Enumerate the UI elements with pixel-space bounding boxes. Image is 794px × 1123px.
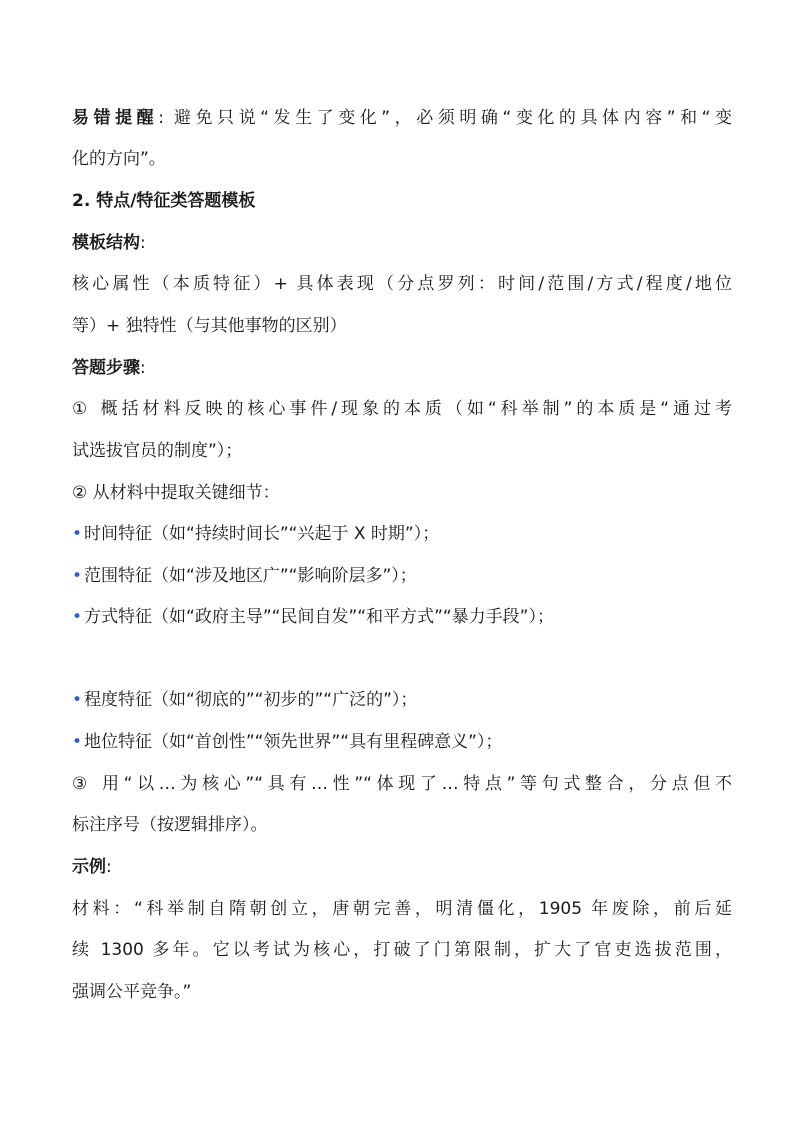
- bullet-item: [72, 730, 732, 754]
- example-colon: :: [106, 857, 112, 877]
- structure-label: 模板结构: [72, 233, 140, 253]
- material-text-1: 材料：“科举制自隋朝创立，唐朝完善，明清僵化，1905 年废除，前后延: [72, 899, 732, 919]
- bullet-item: [72, 522, 732, 546]
- bullet-text: 地位特征（如“首创性”“领先世界”“具有里程碑意义”）；: [84, 732, 503, 752]
- bullet-item: [72, 605, 732, 629]
- step1-text-1: ① 概括材料反映的核心事件/现象的本质（如“科举制”的本质是“通过考: [72, 399, 732, 419]
- material-text-3: 强调公平竞争。”: [72, 982, 192, 1002]
- bullet-text: 程度特征（如“彻底的”“初步的”“广泛的”）；: [84, 690, 418, 710]
- material-text-2: 续 1300 多年。它以考试为核心，打破了门第限制，扩大了官吏选拔范围，: [72, 940, 732, 960]
- tip-line-1: [72, 106, 732, 130]
- step1-text-2: 试选拔官员的制度”）；: [72, 441, 243, 461]
- bullet-text: 范围特征（如“涉及地区广”“影响阶层多”）；: [84, 566, 417, 586]
- bullet-text: 方式特征（如“政府主导”“民间自发”“和平方式”“暴力手段”）；: [84, 607, 554, 627]
- step2-text: ② 从材料中提取关键细节：: [72, 483, 280, 503]
- example-label-line: [72, 855, 732, 879]
- tip-text-1: 避免只说“发生了变化”，必须明确“变化的具体内容”和“变: [173, 108, 733, 128]
- structure-label-line: [72, 231, 732, 255]
- bullet-dot-icon: •: [72, 690, 83, 710]
- step3-text-1: ③ 用“以…为核心”“具有…性”“体现了…特点”等句式整合，分点但不: [72, 774, 732, 794]
- step3-text-2: 标注序号（按逻辑排序）。: [72, 815, 268, 835]
- bullet-dot-icon: •: [72, 732, 83, 752]
- bullet-dot-icon: •: [72, 566, 83, 586]
- tip-label: 易错提醒: [72, 108, 159, 128]
- steps-colon: :: [140, 358, 146, 378]
- bullet-item: [72, 564, 732, 588]
- structure-text-1: 核心属性（本质特征）+ 具体表现（分点罗列：时间/范围/方式/程度/地位: [72, 274, 732, 294]
- bullet-item: [72, 688, 732, 712]
- tip-colon: :: [158, 108, 164, 128]
- example-label: 示例: [72, 857, 106, 877]
- structure-text-2: 等）+ 独特性（与其他事物的区别）: [72, 316, 347, 336]
- steps-label: 答题步骤: [72, 358, 140, 378]
- bullet-text: 时间特征（如“持续时间长”“兴起于 X 时期”）；: [84, 524, 440, 544]
- bullet-dot-icon: •: [72, 607, 83, 627]
- bullet-dot-icon: •: [72, 524, 83, 544]
- section-heading: 2. 特点/特征类答题模板: [72, 191, 256, 211]
- structure-colon: :: [140, 233, 146, 253]
- steps-label-line: [72, 356, 732, 380]
- tip-text-2: 化的方向”。: [72, 149, 166, 169]
